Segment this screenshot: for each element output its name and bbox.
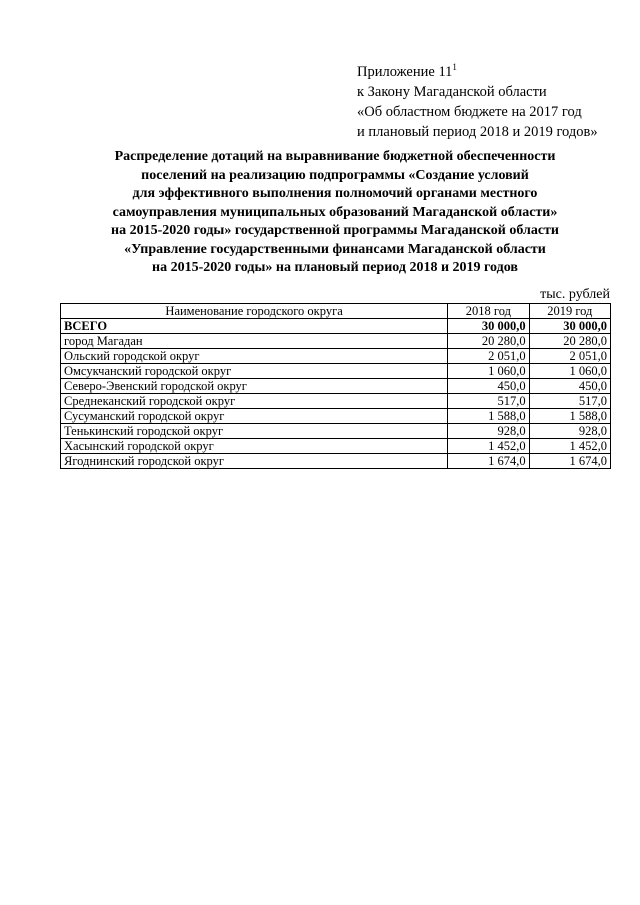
cell-2018: 517,0 — [448, 394, 529, 409]
title-line: для эффективного выполнения полномочий органами местного — [132, 186, 538, 201]
title-line: Распределение дотаций на выравнивание бюджетной обеспеченности — [114, 149, 556, 164]
table-row — [61, 349, 611, 364]
cell-name: Среднеканский городской округ — [61, 394, 448, 409]
title-line: поселений на реализацию подпрограммы «Создание условий — [141, 167, 529, 183]
cell-name: Ягоднинский городской округ — [61, 454, 448, 469]
cell-2018: 30 000,0 — [448, 319, 529, 334]
table-row — [61, 379, 611, 394]
cell-2018: 1 588,0 — [448, 409, 529, 424]
cell-2019: 30 000,0 — [529, 319, 610, 334]
title-line: на 2015-2020 годы» государственной программы Магаданской области — [111, 223, 559, 238]
units-label: тыс. рублей — [540, 287, 610, 302]
table-row — [61, 394, 611, 409]
column-header-2019: 2019 год — [529, 304, 610, 319]
title-line: на 2015-2020 годы» на плановый период 2018 и 2019 годов — [152, 260, 518, 275]
appendix-superscript: 1 — [452, 62, 457, 73]
column-header-name: Наименование городского округа — [61, 304, 448, 319]
cell-2018: 450,0 — [448, 379, 529, 394]
appendix-line-4: и плановый период 2018 и 2019 годов» — [357, 124, 598, 140]
cell-2018: 2 051,0 — [448, 349, 529, 364]
cell-name: Северо-Эвенский городской округ — [61, 379, 448, 394]
table-row — [61, 334, 611, 349]
cell-2019: 1 060,0 — [529, 364, 610, 379]
column-header-2018: 2018 год — [448, 304, 529, 319]
cell-name: ВСЕГО — [61, 319, 448, 334]
table-row — [61, 409, 611, 424]
cell-2019: 450,0 — [529, 379, 610, 394]
cell-name: Ольский городской округ — [61, 349, 448, 364]
cell-name: Омсукчанский городской округ — [61, 364, 448, 379]
appendix-header — [357, 62, 598, 142]
cell-name: Тенькинский городской округ — [61, 424, 448, 439]
table-row — [61, 424, 611, 439]
appendix-line-3: «Об областном бюджете на 2017 год — [357, 104, 582, 120]
cell-2019: 928,0 — [529, 424, 610, 439]
cell-2018: 1 060,0 — [448, 364, 529, 379]
document-title — [60, 148, 610, 278]
cell-2019: 1 674,0 — [529, 454, 610, 469]
appendix-line-1: Приложение $11^1$ — [357, 62, 457, 80]
appendix-line-2: к Закону Магаданской области — [357, 84, 547, 100]
title-line: самоуправления муниципальных образований Магаданской области» — [112, 204, 558, 220]
cell-2019: 2 051,0 — [529, 349, 610, 364]
table-header-row — [61, 304, 611, 319]
cell-name: Сусуманский городской округ — [61, 409, 448, 424]
cell-2018: 928,0 — [448, 424, 529, 439]
cell-name: Хасынский городской округ — [61, 439, 448, 454]
table-row — [61, 439, 611, 454]
cell-2019: 1 452,0 — [529, 439, 610, 454]
table-row — [61, 364, 611, 379]
cell-2019: 517,0 — [529, 394, 610, 409]
table-row-total — [61, 319, 611, 334]
cell-2019: 20 280,0 — [529, 334, 610, 349]
title-line: «Управление государственными финансами Магаданской области — [124, 241, 546, 257]
cell-2019: 1 588,0 — [529, 409, 610, 424]
table-row — [61, 454, 611, 469]
cell-2018: 20 280,0 — [448, 334, 529, 349]
cell-name: город Магадан — [61, 334, 448, 349]
subsidy-table — [60, 303, 611, 469]
cell-2018: 1 674,0 — [448, 454, 529, 469]
cell-2018: 1 452,0 — [448, 439, 529, 454]
